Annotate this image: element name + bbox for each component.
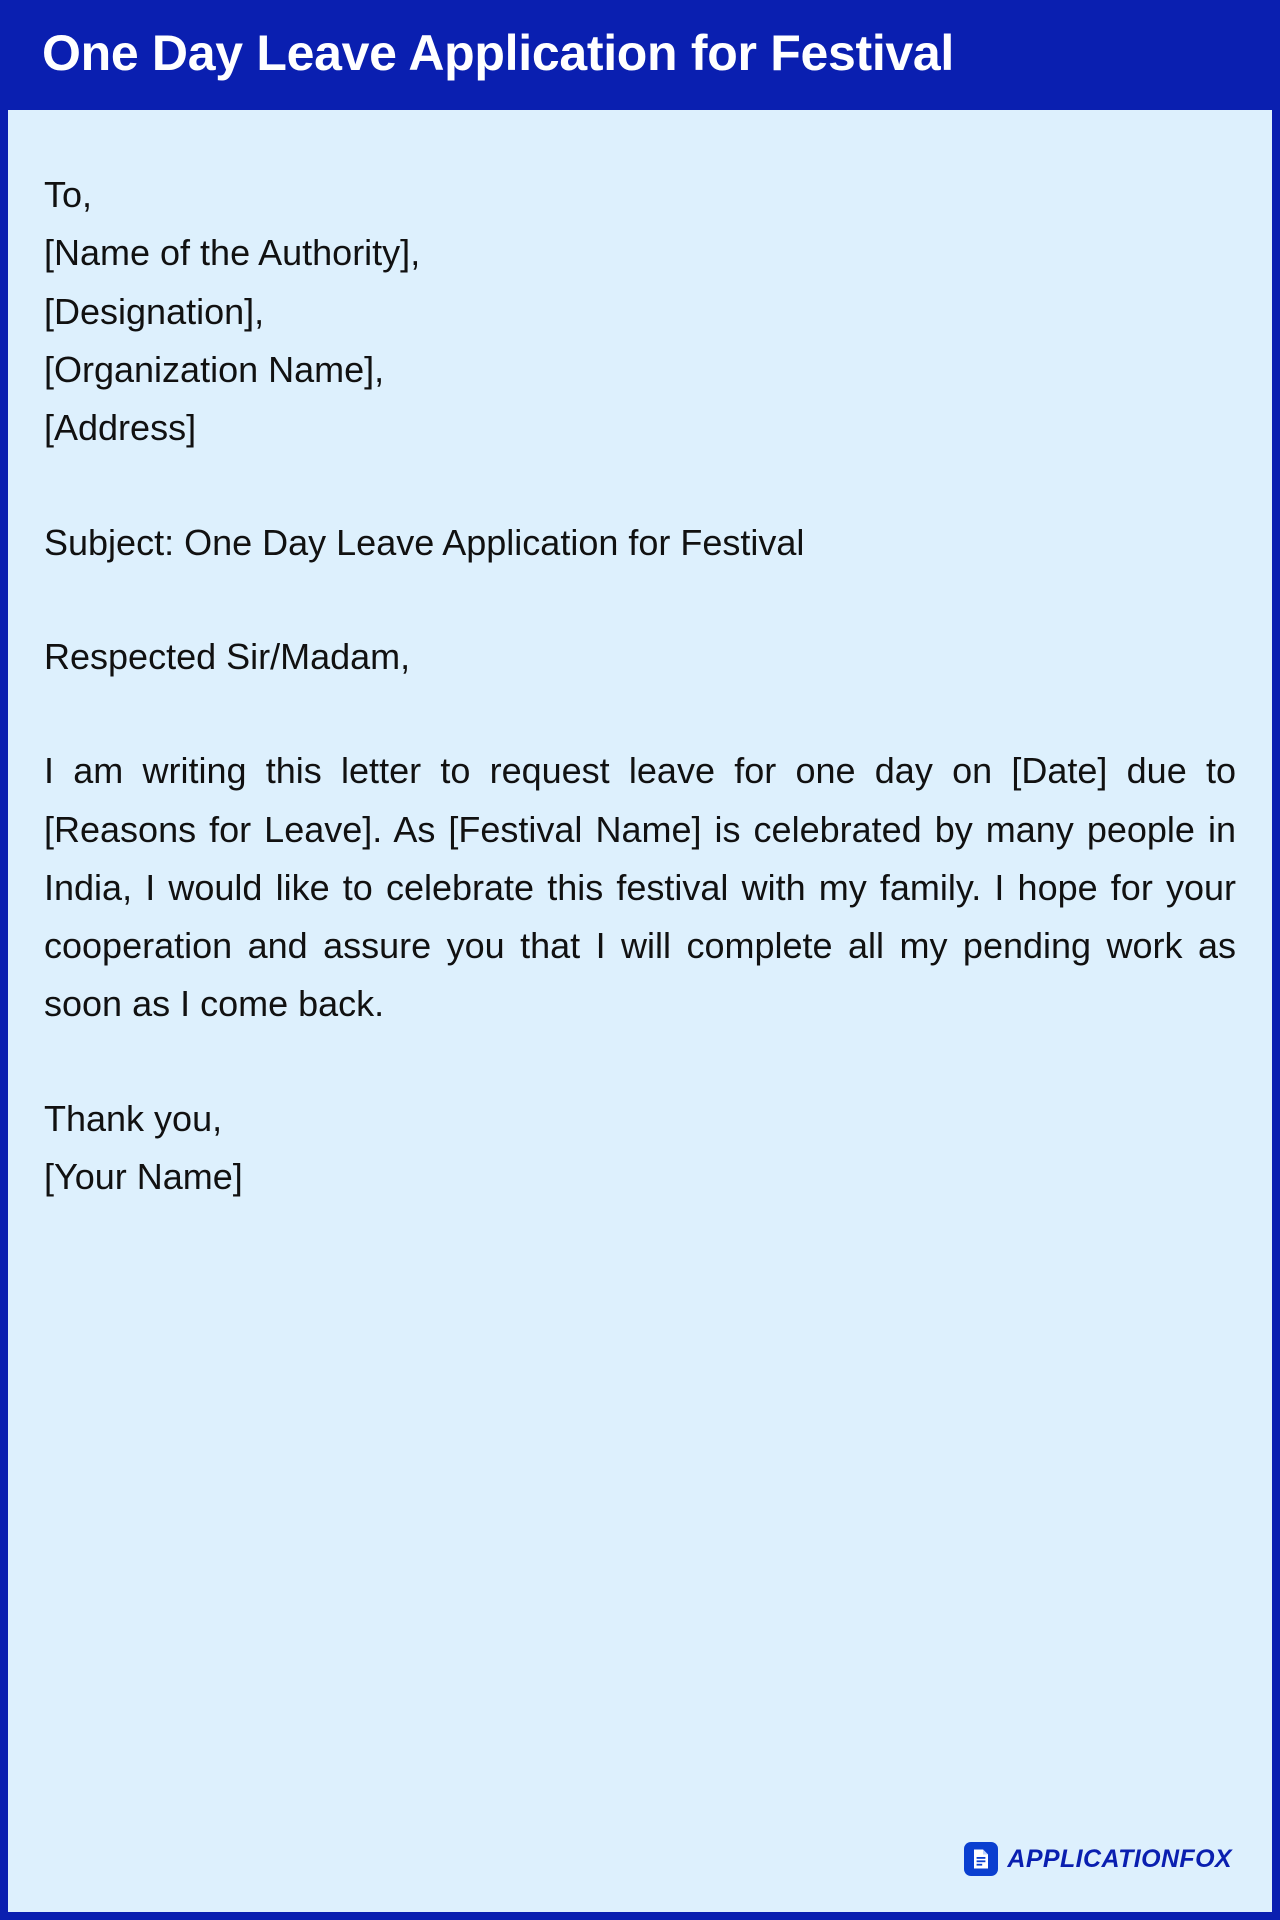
spacer [44, 458, 1236, 514]
spacer [44, 1034, 1236, 1090]
document-title-bar [8, 0, 1272, 110]
salutation: Respected Sir/Madam, [44, 635, 411, 677]
brand-name-bold: APPLICATION [1007, 1844, 1180, 1873]
closing-line: Thank you, [44, 1097, 223, 1139]
spacer [44, 572, 1236, 628]
spacer [44, 686, 1236, 742]
brand-name-light: FOX [1179, 1844, 1232, 1873]
address-line: To, [44, 174, 93, 215]
closing-line: [Your Name] [44, 1156, 243, 1198]
document-icon [964, 1842, 998, 1876]
address-block [44, 166, 1236, 458]
page-title: One Day Leave Application for Festival [42, 25, 955, 81]
body-paragraph: I am writing this letter to request leave for one day on [Date] due to [Reasons for Leave]. As [Festival Name] is celebrated by many people in India, I would like to celebrate this festival with my family. I hope for your cooperation and assure you that I will complete all my pending work as soon as I come back. [44, 750, 1236, 1025]
address-line: [Address] [44, 407, 197, 449]
brand-name [1007, 1845, 1232, 1874]
address-line: [Name of the Authority], [44, 232, 421, 274]
address-line: [Organization Name], [44, 348, 385, 390]
letter-body [8, 110, 1272, 1912]
closing-block [44, 1090, 1236, 1207]
brand-footer [964, 1842, 1232, 1876]
address-line: [Designation], [44, 290, 265, 332]
subject-line: Subject: One Day Leave Application for Festival [44, 521, 805, 563]
letter-content [44, 166, 1236, 1206]
